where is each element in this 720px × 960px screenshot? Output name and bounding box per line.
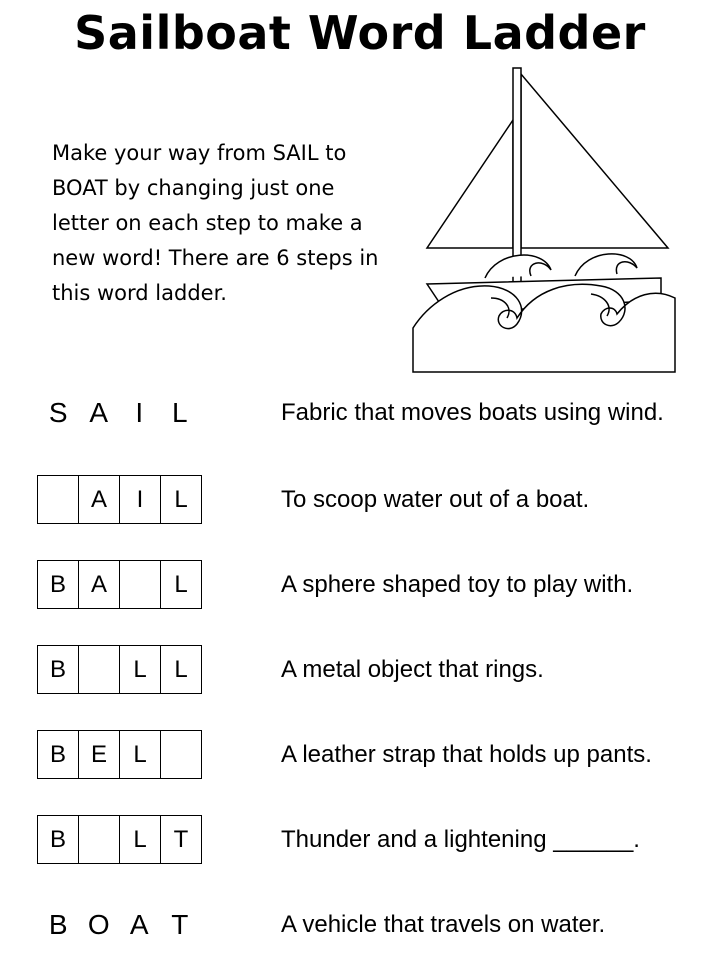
letter-boxes [37, 645, 202, 694]
clue-text: Fabric that moves boats using wind. [281, 399, 664, 426]
clue-text: A metal object that rings. [281, 656, 544, 683]
letter-box[interactable]: E [79, 731, 120, 778]
letter-boxes [37, 560, 202, 609]
ladder-row [0, 645, 720, 695]
letter-box[interactable]: L [120, 646, 161, 693]
letter-box[interactable] [79, 646, 120, 693]
clue-text: A leather strap that holds up pants. [281, 741, 652, 768]
ladder-row [0, 560, 720, 610]
letter-box[interactable] [38, 476, 79, 523]
letter-box[interactable]: B [38, 646, 79, 693]
letter-box[interactable]: L [120, 816, 161, 863]
letter-box[interactable]: A [79, 561, 120, 608]
letter: T [171, 909, 189, 940]
letter-box[interactable]: B [38, 561, 79, 608]
clue-text: Thunder and a lightening ______. [281, 826, 640, 853]
letter-box[interactable]: L [161, 476, 202, 523]
letter-box[interactable]: B [38, 731, 79, 778]
letter: O [87, 909, 110, 940]
letter: I [135, 397, 144, 428]
letter-box[interactable]: L [161, 561, 202, 608]
letter-box[interactable]: I [120, 476, 161, 523]
ladder-row [0, 815, 720, 865]
letter-box[interactable]: L [120, 731, 161, 778]
letter-boxes [37, 475, 202, 524]
letter-boxes [37, 730, 202, 779]
letter-box[interactable]: A [79, 476, 120, 523]
letter-box[interactable]: B [38, 816, 79, 863]
ladder-row-start [0, 388, 720, 438]
letter: S [48, 397, 68, 428]
letter-box[interactable] [161, 731, 202, 778]
letter-box[interactable]: L [161, 646, 202, 693]
letter-box[interactable]: T [161, 816, 202, 863]
letter: B [48, 909, 68, 940]
letter-boxes [37, 815, 202, 864]
letter-box[interactable] [79, 816, 120, 863]
letter: L [171, 397, 188, 428]
letter: A [129, 909, 149, 940]
letter-box[interactable] [120, 561, 161, 608]
clue-text: A sphere shaped toy to play with. [281, 571, 634, 598]
page-title: Sailboat Word Ladder [74, 6, 646, 60]
ladder-row [0, 730, 720, 780]
ladder-row [0, 475, 720, 525]
ladder-row-end [0, 900, 720, 950]
start-word [38, 388, 200, 438]
sailboat-icon [405, 62, 680, 374]
instructions-text: Make your way from SAIL to BOAT by changing just one letter on each step to make a new word! There are 6 steps in this word ladder. [52, 141, 379, 305]
clue-text: To scoop water out of a boat. [281, 486, 590, 513]
clue-text: A vehicle that travels on water. [281, 911, 606, 938]
end-word [38, 900, 200, 950]
letter: A [89, 397, 109, 428]
